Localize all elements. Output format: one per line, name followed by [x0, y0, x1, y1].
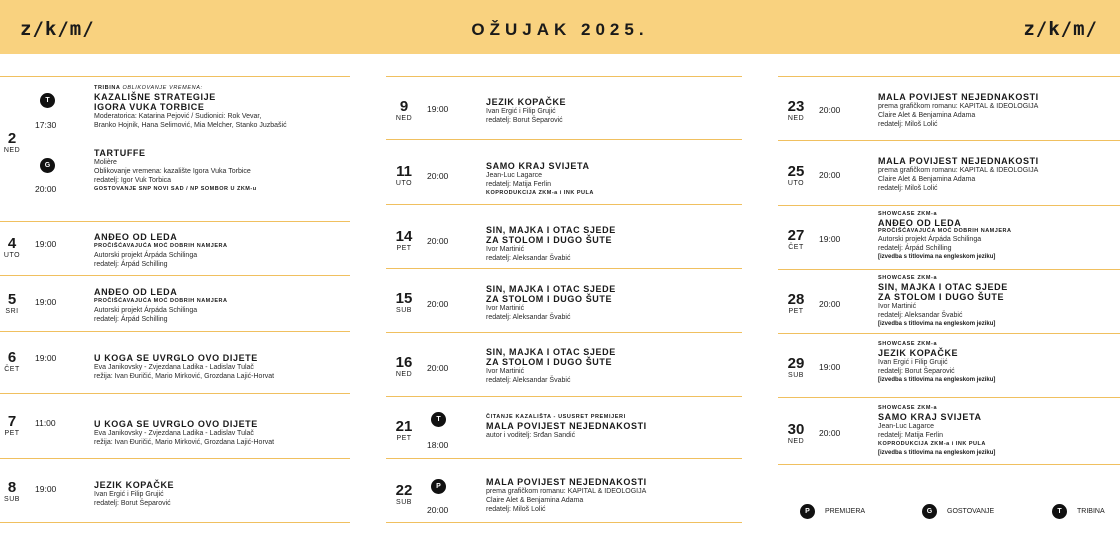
event-desc-line: redatelj: Matija Ferlin — [486, 181, 551, 188]
event-desc-line: Autorski projekt Árpáda Schilinga — [94, 307, 198, 314]
event-time: 20:00 — [427, 299, 449, 309]
day-number-text: 2 — [7, 130, 17, 147]
event-desc-line: Jean-Luc Lagarce — [486, 172, 543, 179]
schedule-column-2 — [386, 54, 742, 560]
event-title-line: JEZIK KOPAČKE — [878, 348, 959, 358]
event-pretitle: SHOWCASE ZKM-a — [878, 341, 938, 347]
day-number-text: 14 — [395, 228, 413, 245]
schedule-row-day-2 — [0, 76, 350, 221]
event-pretitle — [94, 84, 349, 92]
event-title-line: SAMO KRAJ SVIJETA — [486, 161, 590, 171]
legend-label: PREMIJERA — [825, 508, 866, 515]
event-desc-line: prema grafičkom romanu: KAPITAL & IDEOLOGIJA — [878, 167, 1039, 174]
day-number — [784, 228, 808, 252]
event-note: GOSTOVANJE SNP NOVI SAD / NP SOMBOR U ZKM-u — [94, 186, 257, 192]
event-pretitle: SHOWCASE ZKM-a — [878, 405, 938, 411]
event-title-line: ZA STOLOM I DUGO ŠUTE — [878, 292, 1005, 302]
schedule-row-day-28 — [778, 269, 1120, 333]
weekday-label: SUB — [788, 372, 804, 379]
day-number — [392, 291, 416, 315]
event-info — [94, 232, 349, 269]
event-title-line: MALA POVIJEST NEJEDNAKOSTI — [486, 477, 647, 487]
weekday-label: UTO — [3, 252, 21, 259]
day-number — [784, 99, 808, 123]
day-number-text: 30 — [787, 421, 805, 438]
schedule-row-day-9 — [386, 76, 742, 139]
event-title-line: ZA STOLOM I DUGO ŠUTE — [486, 294, 613, 304]
event-title-line: ANĐEO OD LEDA — [94, 232, 178, 242]
legend-label: GOSTOVANJE — [947, 508, 995, 515]
event-desc-line: Claire Alet & Benjamina Adama — [486, 497, 584, 504]
event-note: KOPRODUKCIJA ZKM-a i INK PULA — [878, 441, 986, 447]
day-number — [392, 164, 416, 188]
day-number-text: 23 — [787, 98, 805, 115]
event-desc-line: Ivor Martinić — [878, 303, 917, 310]
premijera-badge: P — [431, 479, 446, 494]
schedule-row-day-27 — [778, 205, 1120, 269]
day-number — [392, 419, 416, 443]
weekday-label: PET — [396, 245, 412, 252]
event-desc-line: redatelj: Igor Vuk Torbica — [94, 177, 172, 184]
legend-item-tribina — [1052, 504, 1105, 519]
schedule-column-1 — [0, 54, 350, 560]
weekday-label: UTO — [395, 180, 413, 187]
legend-item-gostovanje — [922, 504, 994, 519]
event-desc-line: režija: Ivan Đuričić, Mario Mirković, Grozdana Lajić-Horvat — [94, 439, 275, 446]
day-number — [392, 355, 416, 379]
day-number-text: 28 — [787, 291, 805, 308]
day-number — [0, 292, 24, 316]
weekday-label: PET — [396, 435, 412, 442]
weekday-label: NED — [3, 147, 21, 154]
event-desc-line: Ivan Ergić i Filip Grujić — [94, 491, 164, 498]
event-title-line: SIN, MAJKA I OTAC SJEDE — [486, 284, 616, 294]
event-title-line: SIN, MAJKA I OTAC SJEDE — [486, 347, 616, 357]
event-subtitle: PROČIŠĆAVAJUĆA MOĆ DOBRIH NAMJERA — [878, 228, 1012, 234]
schedule-row-day-15 — [386, 268, 742, 332]
event-info — [878, 210, 1118, 262]
event-desc-line: redatelj: Borut Šeparović — [94, 500, 171, 507]
subtitles-note: [izvedba s titlovima na engleskom jeziku] — [878, 321, 996, 327]
event-info — [878, 274, 1118, 329]
event-desc-line: redatelj: Aleksandar Švabić — [486, 255, 571, 262]
event-time: 20:00 — [819, 428, 841, 438]
event-info — [878, 404, 1118, 458]
event-time: 20:00 — [819, 299, 841, 309]
weekday-label: PET — [788, 308, 804, 315]
day-number-text: 27 — [787, 227, 805, 244]
gostovanje-badge: G — [922, 504, 937, 519]
day-number-text: 25 — [787, 163, 805, 180]
day-number-text: 6 — [7, 349, 17, 366]
event-desc-line: redatelj: Árpád Schilling — [878, 245, 952, 252]
event-info — [486, 284, 741, 322]
event-desc-line: Ivor Martinić — [486, 368, 525, 375]
event-title-line: KAZALIŠNE STRATEGIJE — [94, 92, 216, 102]
event-title-line: SIN, MAJKA I OTAC SJEDE — [486, 225, 616, 235]
event-desc-line: Ivan Ergić i Filip Grujić — [878, 359, 948, 366]
weekday-label: NED — [787, 115, 805, 122]
event-title-line: SAMO KRAJ SVIJETA — [878, 412, 982, 422]
event-time: 19:00 — [35, 297, 57, 307]
weekday-label: ČET — [788, 244, 804, 251]
event-desc-line: redatelj: Aleksandar Švabić — [486, 377, 571, 384]
event-info — [878, 340, 1118, 385]
event-desc-line: prema grafičkom romanu: KAPITAL & IDEOLOGIJA — [878, 103, 1039, 110]
day-number — [0, 480, 24, 504]
event-info — [486, 225, 741, 263]
day-number — [392, 483, 416, 507]
day-number — [0, 414, 24, 438]
event-subtitle: PROČIŠĆAVAJUĆA MOĆ DOBRIH NAMJERA — [94, 243, 228, 249]
subtitles-note: [izvedba s titlovima na engleskom jeziku] — [878, 254, 996, 260]
day-number-text: 29 — [787, 355, 805, 372]
event-title-line: ANĐEO OD LEDA — [94, 287, 178, 297]
event-pretitle: SHOWCASE ZKM-a — [878, 211, 938, 217]
zkm-logo-left: z/k/m/ — [20, 18, 95, 40]
event-desc-line: Eva Janikovsky - Zvjezdana Ladika - Ladislav Tulač — [94, 364, 254, 371]
schedule-row-day-25 — [778, 140, 1120, 205]
tribina-badge: T — [1052, 504, 1067, 519]
event-time: 20:00 — [819, 105, 841, 115]
schedule-row-day-16 — [386, 332, 742, 396]
event-time: 20:00 — [427, 505, 449, 515]
day-number-text: 8 — [7, 479, 17, 496]
pretitle-a: TRIBINA — [94, 85, 123, 91]
event-desc-line: autor i voditelj: Srđan Sandić — [486, 432, 576, 439]
schedule-row-day-5 — [0, 275, 350, 331]
event-desc-line: Eva Janikovsky - Zvjezdana Ladika - Ladislav Tulač — [94, 430, 254, 437]
weekday-label: UTO — [787, 180, 805, 187]
day-number-text: 4 — [7, 235, 17, 252]
event-time: 17:30 — [35, 120, 57, 130]
event-desc-line: Moderatorica: Katarina Pejović / Sudionici: Rok Vevar, — [94, 113, 262, 120]
event-info — [94, 287, 349, 324]
month-title: OŽUJAK 2025. — [471, 20, 649, 39]
event-info — [486, 413, 741, 440]
legend-item-premijera — [800, 504, 865, 519]
schedule-row-day-30 — [778, 397, 1120, 465]
event-desc-line: Claire Alet & Benjamina Adama — [878, 112, 976, 119]
schedule-row-day-11 — [386, 139, 742, 204]
event-desc-line: redatelj: Árpád Schilling — [94, 261, 168, 268]
weekday-label: SUB — [396, 499, 412, 506]
event-desc-line: Ivor Martinić — [486, 246, 525, 253]
event-info — [878, 92, 1118, 129]
weekday-label: NED — [787, 438, 805, 445]
header-bar — [0, 0, 1120, 54]
schedule-row-day-6 — [0, 331, 350, 393]
schedule-row-day-8 — [0, 458, 350, 523]
event-desc-line: redatelj: Borut Šeparović — [878, 368, 955, 375]
event-info — [94, 480, 349, 508]
event-desc-line: Ivor Martinić — [486, 305, 525, 312]
day-number — [0, 236, 24, 260]
schedule-row-day-14 — [386, 204, 742, 268]
event-desc-line: Molière — [94, 159, 117, 166]
weekday-label: SUB — [4, 496, 20, 503]
day-number — [392, 229, 416, 253]
event-title-line: JEZIK KOPAČKE — [486, 97, 567, 107]
weekday-label: NED — [395, 371, 413, 378]
event-time: 19:00 — [35, 239, 57, 249]
day-number-text: 5 — [7, 291, 17, 308]
pretitle-b: OBLIKOVANJE VREMENA: — [122, 85, 203, 91]
event-title-line: JEZIK KOPAČKE — [94, 480, 175, 490]
event-desc-line: Ivan Ergić i Filip Grujić — [486, 108, 556, 115]
subtitles-note: [izvedba s titlovima na engleskom jeziku] — [878, 377, 996, 383]
event-desc-line: redatelj: Miloš Lolić — [486, 506, 546, 513]
weekday-label: ČET — [4, 366, 20, 373]
event-desc-line: redatelj: Borut Šeparović — [486, 117, 563, 124]
weekday-label: SUB — [396, 307, 412, 314]
day-number — [392, 99, 416, 123]
schedule-row-day-7 — [0, 393, 350, 458]
event-info — [94, 353, 349, 381]
event-time: 20:00 — [819, 170, 841, 180]
event-desc-line: Autorski projekt Árpáda Schilinga — [94, 252, 198, 259]
day-number — [784, 164, 808, 188]
subtitles-note: [izvedba s titlovima na engleskom jeziku] — [878, 450, 996, 456]
schedule-column-3 — [778, 54, 1120, 560]
day-number-text: 9 — [399, 98, 409, 115]
tribina-badge: T — [431, 412, 446, 427]
weekday-label: PET — [4, 430, 20, 437]
premijera-badge: P — [800, 504, 815, 519]
weekday-label: SRI — [5, 308, 19, 315]
event-desc-line: redatelj: Aleksandar Švabić — [486, 314, 571, 321]
event-time: 20:00 — [427, 236, 449, 246]
legend — [778, 500, 1120, 522]
event-info — [486, 97, 741, 125]
event-time: 20:00 — [427, 363, 449, 373]
schedule-row-day-21 — [386, 396, 742, 458]
tribina-badge: T — [40, 93, 55, 108]
event-info — [486, 161, 741, 198]
schedule-row-day-29 — [778, 333, 1120, 397]
day-number — [784, 422, 808, 446]
day-number-text: 11 — [396, 163, 412, 180]
day-number-text: 7 — [7, 413, 17, 430]
day-number-text: 15 — [395, 290, 413, 307]
event-desc-line: Jean-Luc Lagarce — [878, 423, 935, 430]
gostovanje-badge: G — [40, 158, 55, 173]
event-desc-line: Branko Hojnik, Hana Selimović, Mia Melcher, Stanko Juzbašić — [94, 122, 287, 129]
schedule-row-day-4 — [0, 221, 350, 275]
event-title-line: MALA POVIJEST NEJEDNAKOSTI — [878, 92, 1039, 102]
event-time: 20:00 — [427, 171, 449, 181]
zkm-logo-right: z/k/m/ — [1023, 18, 1098, 40]
event-title-line: IGORA VUKA TORBICE — [94, 102, 205, 112]
event-desc-line: redatelj: Miloš Lolić — [878, 121, 938, 128]
day-number-text: 16 — [395, 354, 413, 371]
event-time: 19:00 — [819, 234, 841, 244]
event-time: 19:00 — [819, 362, 841, 372]
event-desc-line: redatelj: Matija Ferlin — [878, 432, 943, 439]
day-number-text: 21 — [395, 418, 413, 435]
event-title-line: SIN, MAJKA I OTAC SJEDE — [878, 282, 1008, 292]
event-note: KOPRODUKCIJA ZKM-a i INK PULA — [486, 190, 594, 196]
event-time: 19:00 — [35, 484, 57, 494]
day-number — [784, 356, 808, 380]
event-title-line: MALA POVIJEST NEJEDNAKOSTI — [486, 421, 647, 431]
event-title-line: ANĐEO OD LEDA — [878, 218, 962, 228]
event-info — [486, 477, 741, 514]
day-number — [784, 292, 808, 316]
event-info — [94, 148, 349, 194]
event-desc-line: prema grafičkom romanu: KAPITAL & IDEOLOGIJA — [486, 488, 647, 495]
event-title-line: U KOGA SE UVRGLO OVO DIJETE — [94, 419, 258, 429]
event-title-line: ZA STOLOM I DUGO ŠUTE — [486, 357, 613, 367]
event-info — [878, 156, 1118, 193]
event-desc-line: redatelj: Árpád Schilling — [94, 316, 168, 323]
event-time: 19:00 — [35, 353, 57, 363]
event-info — [94, 419, 349, 447]
event-title-line: TARTUFFE — [94, 148, 146, 158]
event-desc-line: redatelj: Miloš Lolić — [878, 185, 938, 192]
event-desc-line: Oblikovanje vremena: kazalište Igora Vuka Torbice — [94, 168, 251, 175]
event-title-line: U KOGA SE UVRGLO OVO DIJETE — [94, 353, 258, 363]
legend-label: TRIBINA — [1077, 508, 1105, 515]
event-info — [94, 84, 349, 130]
day-number — [0, 131, 24, 155]
event-title-line: MALA POVIJEST NEJEDNAKOSTI — [878, 156, 1039, 166]
weekday-label: NED — [395, 115, 413, 122]
event-info — [486, 347, 741, 385]
schedule-row-day-22 — [386, 458, 742, 523]
day-number-text: 22 — [395, 482, 413, 499]
day-number — [0, 350, 24, 374]
event-desc-line: režija: Ivan Đuričić, Mario Mirković, Grozdana Lajić-Horvat — [94, 373, 275, 380]
event-desc-line: redatelj: Aleksandar Švabić — [878, 312, 963, 319]
event-title-line: ZA STOLOM I DUGO ŠUTE — [486, 235, 613, 245]
event-time: 19:00 — [427, 104, 449, 114]
event-time: 11:00 — [35, 418, 56, 428]
event-pretitle: SHOWCASE ZKM-a — [878, 275, 938, 281]
schedule-row-day-23 — [778, 76, 1120, 140]
event-desc-line: Autorski projekt Árpáda Schilinga — [878, 236, 982, 243]
event-pretitle: ČITANJE KAZALIŠTA - USUSRET PREMIJERI — [486, 414, 626, 420]
event-time: 18:00 — [427, 440, 449, 450]
event-desc-line: Claire Alet & Benjamina Adama — [878, 176, 976, 183]
event-subtitle: PROČIŠĆAVAJUĆA MOĆ DOBRIH NAMJERA — [94, 298, 228, 304]
event-time: 20:00 — [35, 184, 57, 194]
